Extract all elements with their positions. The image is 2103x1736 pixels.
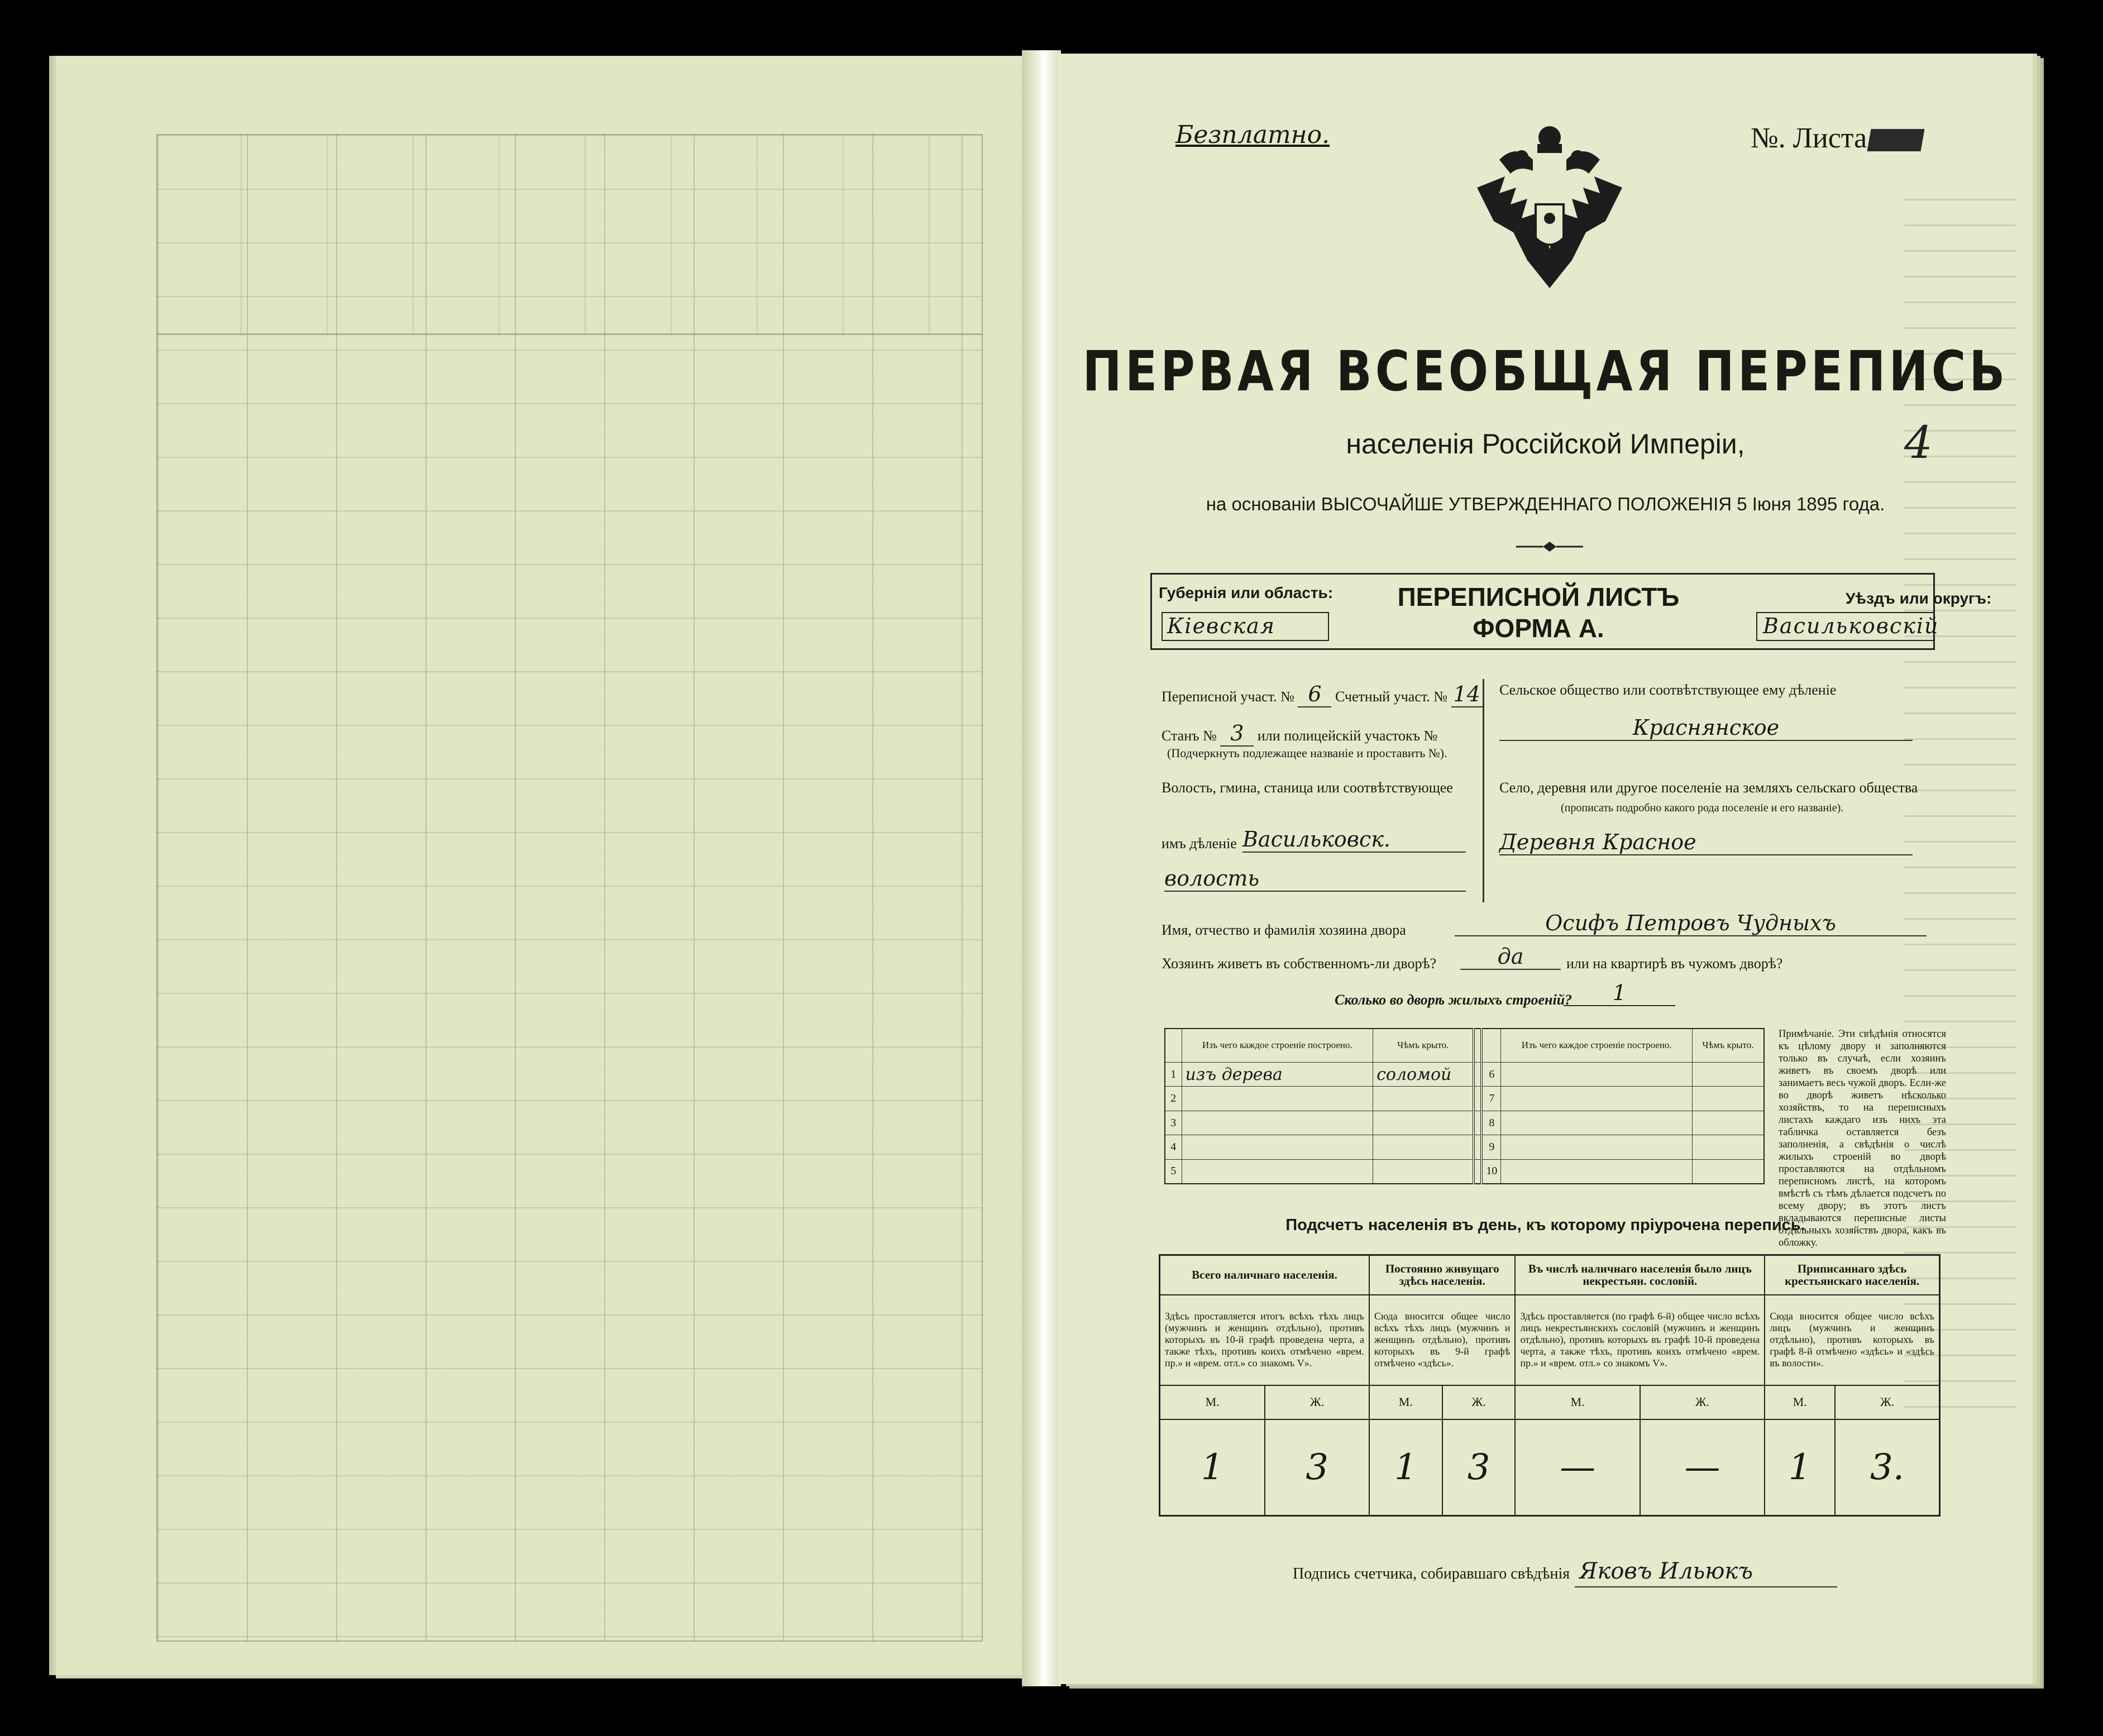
col-roof-header: Чѣмъ крыто. — [1693, 1029, 1765, 1062]
group-title: Постоянно живущаго здѣсь населенія. — [1369, 1255, 1516, 1295]
underline-note: (Подчеркнуть подлежащее названіе и проставить №). — [1167, 746, 1447, 760]
female-header: Ж. — [1442, 1385, 1516, 1419]
group-title: Всего наличнаго населенія. — [1160, 1255, 1369, 1295]
material-cell[interactable] — [1501, 1159, 1693, 1184]
left-page — [56, 56, 1055, 1675]
material-cell[interactable] — [1182, 1159, 1373, 1184]
female-count[interactable]: 3. — [1835, 1419, 1939, 1516]
material-cell[interactable] — [1501, 1111, 1693, 1135]
col-material-header: Изъ чего каждое строеніе построено. — [1501, 1029, 1693, 1062]
society-label: Сельское общество или соотвѣтствующее ему дѣленіе — [1499, 682, 1837, 698]
roof-cell[interactable] — [1693, 1087, 1765, 1111]
village-note: (прописать подробно какого рода поселеніе и его названіе). — [1561, 802, 1844, 814]
signature-underline — [1575, 1586, 1837, 1587]
buildings-count-label: Сколько во дворѣ жилыхъ строеній? — [1335, 992, 1573, 1008]
material-cell[interactable] — [1182, 1111, 1373, 1135]
village-label: Село, деревня или другое поселеніе на земляхъ сельскаго общества — [1499, 779, 1918, 796]
province-value: Кіевская — [1167, 614, 1275, 638]
province-label: Губернія или область: — [1159, 584, 1334, 601]
census-area-label: Переписной участ. № — [1162, 688, 1294, 705]
table-row: 3 8 — [1165, 1111, 1764, 1135]
female-header: Ж. — [1265, 1385, 1369, 1419]
police-label: или полицейскій участокъ № — [1257, 728, 1438, 744]
page-subtitle: населенія Россійской Имперіи, — [1346, 428, 1745, 460]
group-title: Приписаннаго здѣсь крестьянскаго населенія. — [1765, 1255, 1939, 1295]
owner-name-value[interactable]: Осифъ Петровъ Чудныхъ — [1455, 911, 1927, 936]
ink-blot — [1867, 129, 1925, 151]
female-header: Ж. — [1835, 1385, 1939, 1419]
material-cell[interactable] — [1501, 1062, 1693, 1087]
female-count[interactable]: 3 — [1265, 1419, 1369, 1516]
count-heading: Подсчетъ населенія въ день, къ которому пріурочена перепись. — [1285, 1216, 1805, 1234]
form-title-line1: ПЕРЕПИСНОЙ ЛИСТЪ — [1397, 582, 1680, 611]
district-label: Уѣздъ или округъ: — [1846, 590, 1992, 607]
note-text: Примѣчаніе. Эти свѣдѣнія относятся къ цѣлому двору и заполняются только въ случаѣ, если хозяинъ живетъ въ своемъ дворѣ или занимаетъ весь чужой дворъ. Если-же во дворѣ живетъ нѣсколько хозяйствъ, то на переписныхъ листахъ каждаго изъ нихъ эта табличка оставляется безъ заполненія, а свѣдѣнія о числѣ жилыхъ строеній во дворѣ проставляются на отдѣльномъ переписномъ листѣ, на которомъ вмѣстѣ съ тѣмъ дѣлается подсчетъ по всему двору; въ этотъ листъ вкладываются переписные листы отдѣльныхъ хозяйствъ двора, какъ въ обложку. — [1779, 1029, 1946, 1249]
male-count[interactable]: 1 — [1160, 1419, 1265, 1516]
society-value[interactable]: Краснянское — [1499, 715, 1913, 741]
group-description: Здѣсь проставляется итогъ всѣхъ тѣхъ лицъ (мужчинъ и женщинъ отдѣльно), противъ которыхъ въ 10-й графѣ проведена черта, а также тѣхъ, противъ коихъ отмѣчено «врем. пр.» и «врем. отл.» со знакомъ V». — [1160, 1295, 1369, 1385]
stan-label: Станъ № — [1162, 728, 1217, 744]
roof-cell[interactable] — [1693, 1062, 1765, 1087]
group-description: Сюда вносится общее число всѣхъ лицъ (мужчинъ и женщинъ отдѣльно), противъ которыхъ въ графѣ 8-й отмѣчено «здѣсь» и «здѣсь въ волости». — [1765, 1295, 1939, 1385]
signature-value[interactable]: Яковъ Ильюкъ — [1579, 1558, 1753, 1584]
group-description: Сюда вносится общее число всѣхъ тѣхъ лицъ (мужчинъ и женщинъ отдѣльно), противъ которыхъ въ 9-й графѣ отмѣчено «здѣсь». — [1369, 1295, 1516, 1385]
male-header: М. — [1765, 1385, 1835, 1419]
roof-cell[interactable] — [1373, 1087, 1474, 1111]
buildings-table — [1164, 1028, 1765, 1184]
material-cell[interactable] — [1182, 1135, 1373, 1160]
material-cell[interactable] — [1501, 1135, 1693, 1160]
table-row: 1 изъ дерева соломой 6 — [1165, 1062, 1764, 1087]
material-cell[interactable] — [1182, 1087, 1373, 1111]
census-area-value[interactable]: 6 — [1298, 682, 1331, 707]
left-page-grid — [156, 134, 983, 1642]
column-divider — [1483, 679, 1484, 902]
roof-cell[interactable] — [1373, 1111, 1474, 1135]
male-header: М. — [1160, 1385, 1265, 1419]
rented-label: или на квартирѣ въ чужомъ дворѣ? — [1566, 955, 1783, 972]
roof-cell[interactable] — [1373, 1159, 1474, 1184]
page-title: ПЕРВАЯ ВСЕОБЩАЯ ПЕРЕПИСЬ — [1082, 339, 2009, 404]
female-count[interactable]: 3 — [1442, 1419, 1516, 1516]
col-material-header: Изъ чего каждое строеніе построено. — [1182, 1029, 1373, 1062]
own-yard-label: Хозяинъ живетъ въ собственномъ-ли дворѣ? — [1162, 955, 1437, 972]
male-header: М. — [1369, 1385, 1442, 1419]
roof-cell[interactable] — [1693, 1135, 1765, 1160]
volost-label-1: Волость, гмина, станица или соотвѣтствующее — [1162, 779, 1453, 796]
signature-label: Подпись счетчика, собиравшаго свѣдѣнія — [1293, 1565, 1570, 1582]
form-title-line2: ФОРМА А. — [1473, 614, 1604, 643]
roof-cell[interactable]: соломой — [1373, 1062, 1474, 1087]
buildings-count-value[interactable]: 1 — [1564, 981, 1675, 1006]
volost-label-2: имъ дѣленіе — [1162, 835, 1237, 852]
col-roof-header: Чѣмъ крыто. — [1373, 1029, 1474, 1062]
counting-area-value[interactable]: 14 — [1451, 682, 1483, 707]
imperial-eagle-icon — [1466, 121, 1633, 299]
stan-row — [1162, 721, 1437, 747]
counting-area-label: Счетный участ. № — [1335, 688, 1448, 705]
owner-name-label: Имя, отчество и фамилія хозяина двора — [1162, 922, 1406, 938]
census-form-page — [1058, 54, 2033, 1684]
table-row: 5 10 — [1165, 1159, 1764, 1184]
roof-cell[interactable] — [1693, 1159, 1765, 1184]
ornament-divider-icon — [1516, 539, 1583, 554]
table-row: 2 7 — [1165, 1087, 1764, 1111]
signature-row — [1293, 1558, 1753, 1584]
male-count[interactable]: 1 — [1765, 1419, 1835, 1516]
male-count[interactable]: 1 — [1369, 1419, 1442, 1516]
male-header: М. — [1515, 1385, 1640, 1419]
free-label: Безплатно. — [1175, 121, 1330, 149]
female-header: Ж. — [1640, 1385, 1765, 1419]
legal-basis: на основаніи ВЫСОЧАЙШЕ УТВЕРЖДЕННАГО ПОЛОЖЕНІЯ 5 Іюня 1895 года. — [1206, 494, 1885, 514]
handwritten-number: 4 — [1904, 417, 1933, 468]
group-title: Въ числѣ наличнаго населенія было лицъ некрестьян. сословій. — [1515, 1255, 1765, 1295]
district-value: Васильковскій — [1763, 614, 1939, 638]
sheet-number — [1751, 118, 1923, 155]
stan-value[interactable]: 3 — [1220, 721, 1254, 747]
village-value[interactable]: Деревня Красное — [1499, 830, 1913, 855]
roof-cell[interactable] — [1373, 1135, 1474, 1160]
male-count[interactable]: — — [1515, 1419, 1640, 1516]
form-title — [1337, 581, 1739, 644]
female-count[interactable]: — — [1640, 1419, 1765, 1516]
population-count-table — [1159, 1254, 1941, 1517]
volost-value-1[interactable]: Васильковск. — [1242, 827, 1466, 853]
material-cell[interactable] — [1501, 1087, 1693, 1111]
sheet-number-label: №. Листа — [1751, 122, 1867, 154]
book-spine — [1022, 50, 1061, 1686]
roof-cell[interactable] — [1693, 1111, 1765, 1135]
volost-value-2[interactable]: волость — [1164, 866, 1466, 892]
group-description: Здѣсь проставляется (по графѣ 6-й) общее число всѣхъ лицъ некрестьянскихъ сословій (мужчинъ и женщинъ отдѣльно), противъ которыхъ въ графѣ 10-й проведена черта, а также тѣхъ, противъ коихъ отмѣчено «врем. пр.» и «врем. отл.» со знакомъ V». — [1515, 1295, 1765, 1385]
material-cell[interactable]: изъ дерева — [1182, 1062, 1373, 1087]
own-yard-value[interactable]: да — [1460, 944, 1561, 970]
table-row: 4 9 — [1165, 1135, 1764, 1160]
census-area-row — [1162, 682, 1483, 707]
